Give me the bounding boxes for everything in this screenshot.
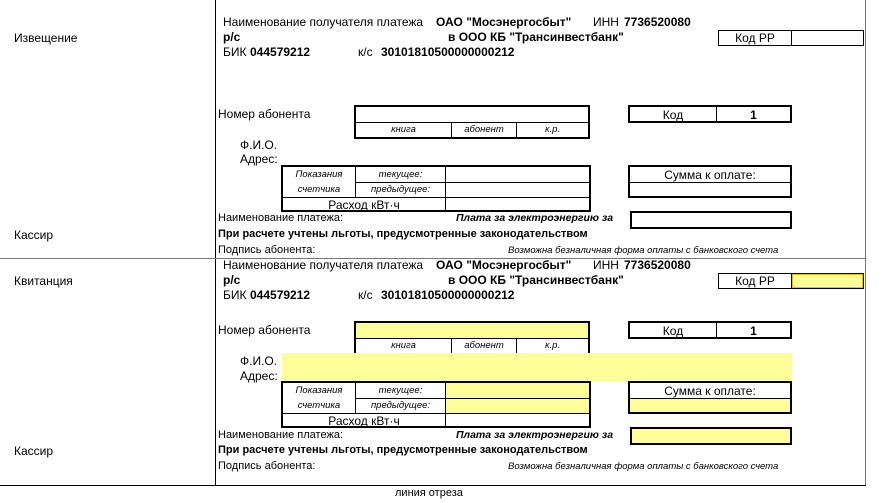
payment-name-label: Наименование платежа:	[218, 429, 344, 441]
ks-value: 30101810500000000212	[381, 288, 515, 302]
signature-label: Подпись абонента:	[218, 460, 316, 472]
abonent-label: абонент	[464, 124, 504, 135]
account-label: р/с	[223, 30, 241, 44]
kod-rr-label: Код РР	[735, 31, 775, 45]
kod-box	[628, 105, 792, 123]
kod-value: 1	[750, 324, 757, 338]
consumption-field[interactable]	[446, 414, 589, 426]
account-label: р/с	[223, 273, 241, 287]
current-label: текущее:	[378, 385, 423, 396]
cashless-text: Возможна безналичная форма оплаты с банковского счета	[508, 245, 779, 256]
frame-right-border	[865, 0, 866, 486]
address-label: Адрес:	[240, 369, 278, 383]
bik-value: 044579212	[250, 288, 311, 302]
book-label: книга	[391, 340, 416, 351]
recipient-name: ОАО "Мосэнергосбыт"	[436, 258, 572, 272]
consumption-label: Расход кВт·ч	[328, 198, 400, 212]
frame-bottom-border	[0, 485, 866, 486]
kod-rr-label: Код РР	[735, 274, 775, 288]
current-reading-field[interactable]	[446, 167, 589, 182]
subscriber-number-field[interactable]	[356, 107, 588, 122]
bank-name: в ООО КБ "Трансинвестбанк"	[448, 30, 624, 44]
kod-label: Код	[662, 324, 684, 338]
previous-label: предыдущее:	[370, 184, 431, 195]
sum-field[interactable]	[630, 183, 790, 196]
side-label-cashier: Кассир	[14, 228, 54, 242]
meter-readings-table	[281, 381, 591, 428]
consumption-field[interactable]	[446, 198, 589, 210]
inn-value: 7736520080	[624, 258, 691, 272]
benefits-text: При расчете учтены льготы, предусмотренные законодательством	[218, 444, 588, 456]
subscriber-number-field[interactable]	[356, 323, 588, 338]
payment-name-value: Плата за электроэнергию за	[456, 429, 614, 441]
abonent-label: абонент	[464, 340, 504, 351]
kr-label: к.р.	[544, 124, 561, 135]
subscriber-number-label: Номер абонента	[218, 107, 311, 121]
kod-rr-box	[718, 30, 864, 46]
sum-box	[628, 381, 792, 414]
sum-box	[628, 165, 792, 198]
inn-label: ИНН	[593, 258, 619, 272]
current-reading-field[interactable]	[446, 383, 589, 398]
signature-label: Подпись абонента:	[218, 244, 316, 256]
bik-label: БИК	[223, 288, 247, 302]
bank-name: в ООО КБ "Трансинвестбанк"	[448, 273, 624, 287]
inn-value: 7736520080	[624, 15, 691, 29]
inn-label: ИНН	[593, 15, 619, 29]
side-label-receipt: Квитанция	[14, 274, 73, 288]
payment-period-field[interactable]	[630, 427, 792, 445]
fio-label: Ф.И.О.	[240, 354, 278, 368]
consumption-label: Расход кВт·ч	[328, 414, 400, 428]
meter-label-2: счетчика	[297, 184, 341, 195]
current-label: текущее:	[378, 169, 423, 180]
meter-readings-table	[281, 165, 591, 212]
kod-rr-field[interactable]	[792, 274, 863, 288]
subscriber-number-grid	[354, 105, 590, 139]
payment-period-field[interactable]	[630, 211, 792, 229]
kod-value: 1	[750, 108, 757, 122]
meter-label-1: Показания	[295, 169, 343, 180]
side-label-cashier: Кассир	[14, 444, 54, 458]
sum-label: Сумма к оплате:	[664, 384, 756, 398]
kod-label: Код	[662, 108, 684, 122]
previous-label: предыдущее:	[370, 400, 431, 411]
section-separator	[0, 258, 866, 259]
sum-label: Сумма к оплате:	[664, 168, 756, 182]
cashless-text: Возможна безналичная форма оплаты с банковского счета	[508, 461, 779, 472]
book-label: книга	[391, 124, 416, 135]
benefits-text: При расчете учтены льготы, предусмотренные законодательством	[218, 228, 588, 240]
ks-label: к/с	[358, 288, 373, 302]
meter-label-2: счетчика	[297, 400, 341, 411]
payment-name-label: Наименование платежа:	[218, 212, 344, 224]
recipient-label: Наименование получателя платежа	[223, 258, 424, 272]
previous-reading-field[interactable]	[446, 399, 589, 413]
address-label: Адрес:	[240, 152, 278, 166]
previous-reading-field[interactable]	[446, 183, 589, 197]
payment-name-value: Плата за электроэнергию за	[456, 212, 614, 224]
ks-value: 30101810500000000212	[381, 45, 515, 59]
sum-field[interactable]	[630, 399, 790, 412]
subscriber-number-label: Номер абонента	[218, 323, 311, 337]
subscriber-number-grid	[354, 321, 590, 355]
kr-label: к.р.	[544, 340, 561, 351]
bik-label: БИК	[223, 45, 247, 59]
fio-label: Ф.И.О.	[240, 138, 278, 152]
kod-rr-box	[718, 273, 864, 289]
bik-value: 044579212	[250, 45, 311, 59]
meter-label-1: Показания	[295, 385, 343, 396]
frame-left-border	[215, 0, 216, 486]
side-label-notice: Извещение	[14, 31, 78, 45]
recipient-label: Наименование получателя платежа	[223, 15, 424, 29]
kod-box	[628, 321, 792, 339]
cut-line-label: линия отреза	[395, 487, 463, 499]
kod-rr-field[interactable]	[792, 31, 863, 45]
fio-address-field[interactable]	[282, 353, 792, 381]
ks-label: к/с	[358, 45, 373, 59]
recipient-name: ОАО "Мосэнергосбыт"	[436, 15, 572, 29]
fio-address-field[interactable]	[282, 139, 792, 165]
